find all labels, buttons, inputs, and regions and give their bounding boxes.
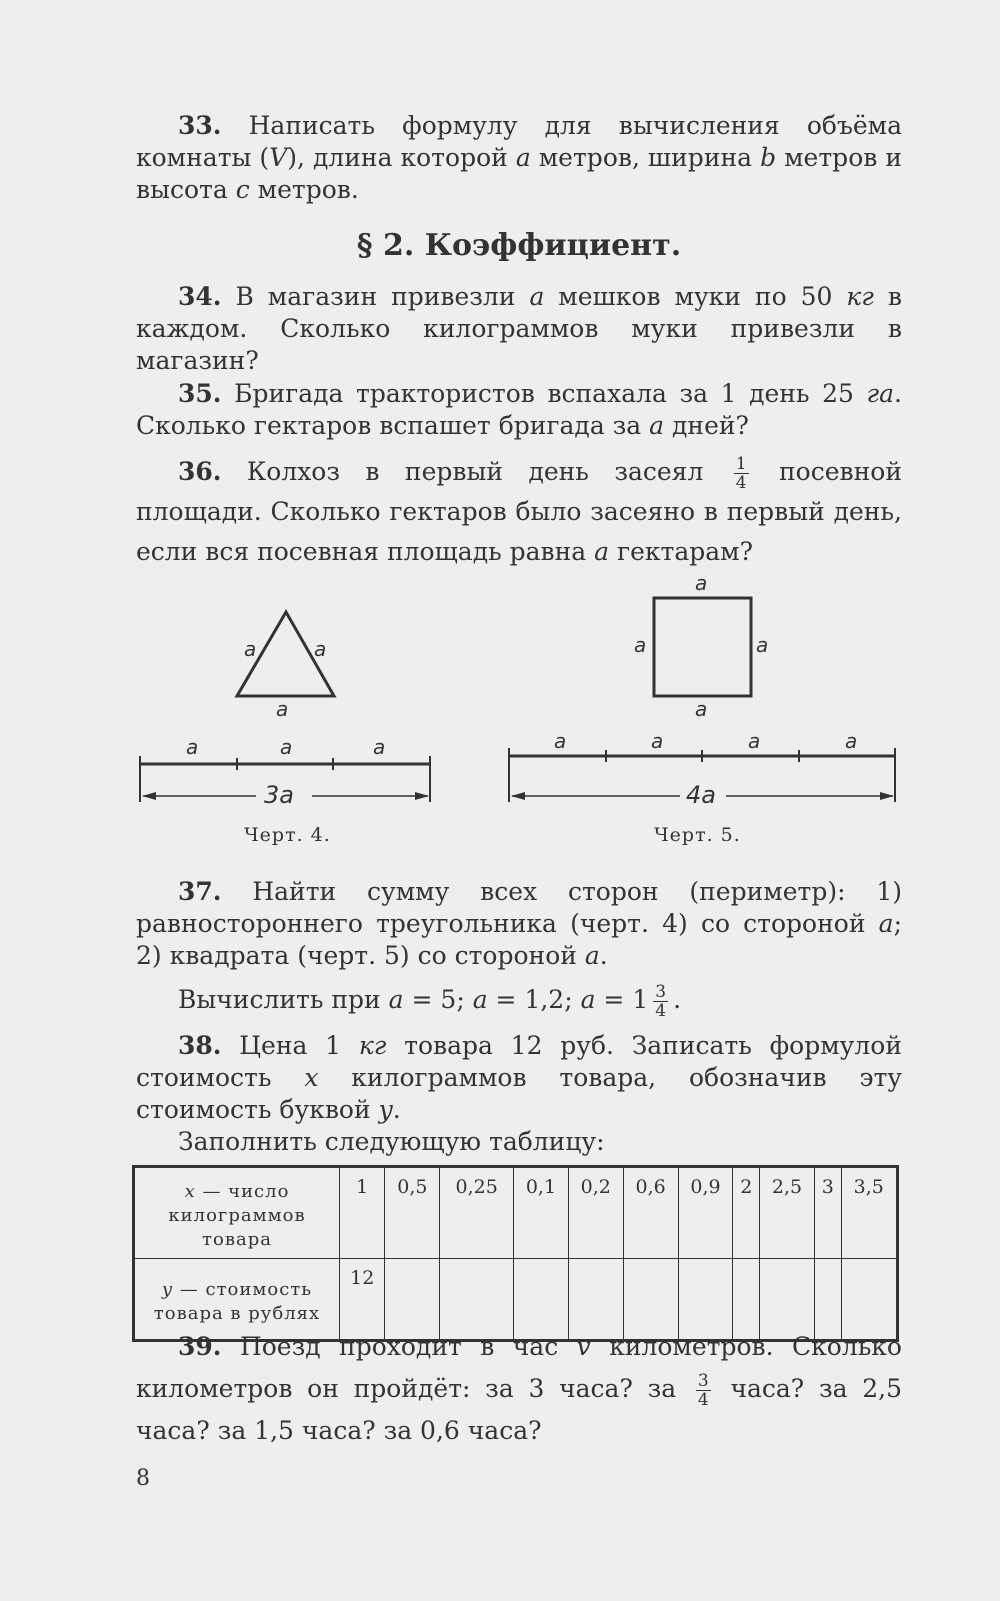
segment-label: a (748, 729, 761, 753)
table-cell: 0,1 (514, 1167, 569, 1259)
table-cell: 0,5 (385, 1167, 440, 1259)
arrowhead-left (511, 792, 525, 800)
table-row (134, 1167, 898, 1259)
table-cell: 3 (814, 1167, 841, 1259)
total-length-label: 3a (264, 781, 294, 809)
table-cell: 0,25 (440, 1167, 514, 1259)
figure-5-caption: Черт. 5. (654, 824, 741, 846)
triangle-side-bottom: a (276, 697, 289, 721)
problem-35: 35. Бригада трактористов вспахала за 1 день 25 га. Сколько гектаров вспашет бригада за a дней? (136, 379, 902, 440)
triangle-side-left: a (244, 637, 257, 661)
square-side-top: a (695, 571, 708, 595)
row-label-x: x — число килограммов товара (134, 1167, 340, 1259)
square-shape (654, 598, 751, 696)
segment-label: a (554, 729, 567, 753)
square-side-left: a (634, 633, 647, 657)
arrowhead-right (415, 792, 429, 800)
fraction-three-quarters: $\frac{3}{4}$ (697, 1371, 709, 1410)
table-cell: 0,2 (568, 1167, 623, 1259)
problem-34: 34. В магазин привезли a мешков муки по 50 кг в каждом. Сколько килограммов муки привезли в магазин? (136, 282, 902, 375)
problem-37-compute: Вычислить при a = 5; a = 1,2; a = 1 $\frac{3}{4}$ . (178, 982, 682, 1021)
table-cell: 3,5 (841, 1167, 897, 1259)
segment-label: a (186, 735, 199, 759)
problem-39: 39. Поезд проходит в час v километров. Сколько километров он пройдёт: за 3 часа? за $\frac{3}{4}$ часа? за 2,5 часа? за 1,5 часа? за 0,6 часа? (136, 1332, 902, 1445)
fraction-three-quarters: $\frac{3}{4}$ (655, 982, 667, 1021)
problem-37: 37. Найти сумму всех сторон (периметр): 1) равностороннего треугольника (черт. 4) со стороной a; 2) квадрата (черт. 5) со стороной a. (136, 877, 902, 970)
price-table (132, 1165, 899, 1342)
triangle-side-right: a (314, 637, 327, 661)
table-cell: 2,5 (760, 1167, 815, 1259)
table-cell: 1 (340, 1167, 385, 1259)
problem-38: 38. Цена 1 кг товара 12 руб. Записать формулой стоимость x килограммов товара, обозначив эту стоимость буквой y. (136, 1031, 902, 1124)
segment-label: a (280, 735, 293, 759)
square-side-bottom: a (695, 697, 708, 721)
square-side-right: a (756, 633, 769, 657)
figure-4-caption: Черт. 4. (244, 824, 331, 846)
segment-label: a (373, 735, 386, 759)
total-length-label: 4a (686, 781, 716, 809)
table-cell: 0,6 (623, 1167, 678, 1259)
arrowhead-left (142, 792, 156, 800)
table-instruction: Заполнить следующую таблицу: (178, 1127, 605, 1156)
table-cell: 2 (733, 1167, 760, 1259)
row-label-y: y — стоимость товара в рублях (134, 1259, 340, 1341)
arrowhead-right (880, 792, 894, 800)
segment-label: a (845, 729, 858, 753)
problem-33: 33. Написать формулу для вычисления объёма комнаты (V), длина которой a метров, ширина b метров и высота c метров. (136, 111, 902, 204)
section-title: § 2. Коэффициент. (356, 228, 682, 263)
page-number: 8 (136, 1466, 150, 1491)
table-cell: 12 (340, 1259, 385, 1341)
fraction-one-quarter: $\frac{1}{4}$ (735, 454, 747, 493)
table-cell: 0,9 (678, 1167, 733, 1259)
segment-label: a (651, 729, 664, 753)
problem-36: 36. Колхоз в первый день засеял $\frac{1}{4}$ посевной площади. Сколько гектаров было засеяно в первый день, если вся посевная площадь равна a гектарам? (136, 454, 902, 566)
